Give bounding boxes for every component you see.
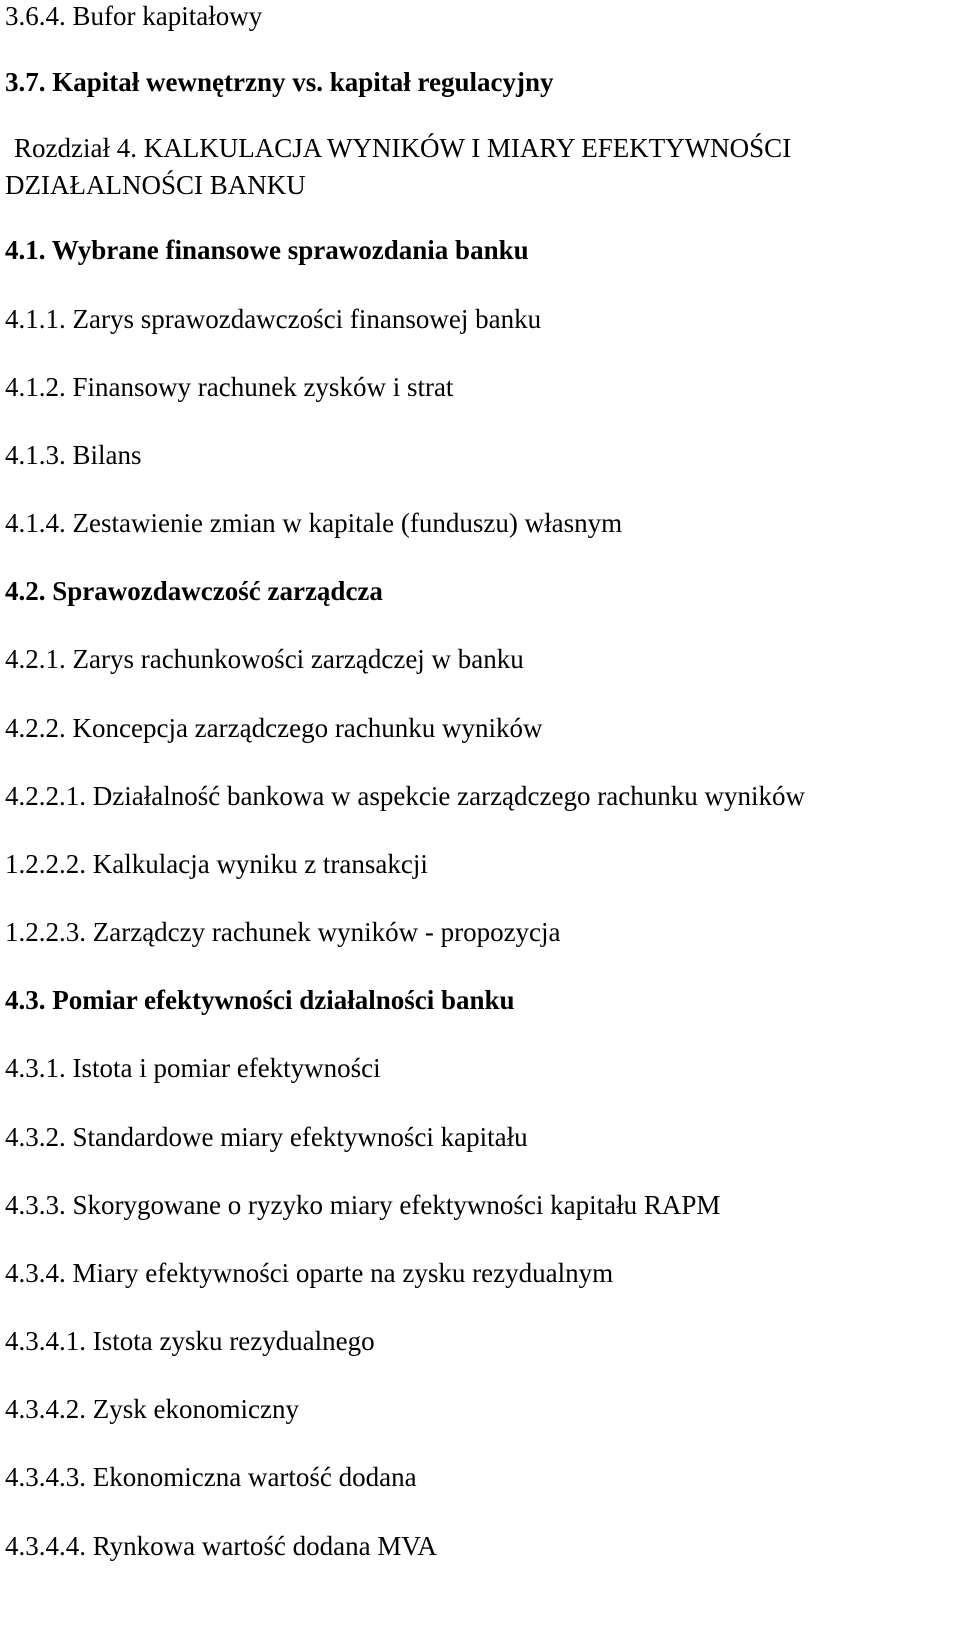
toc-entry-4-3-4: 4.3.4. Miary efektywności oparte na zysku rezydualnym — [5, 1258, 614, 1288]
toc-entry-4-3-4-4: 4.3.4.4. Rynkowa wartość dodana MVA — [5, 1531, 437, 1561]
toc-entry-4-1-4: 4.1.4. Zestawienie zmian w kapitale (funduszu) własnym — [5, 508, 623, 538]
toc-entry-4-3-3: 4.3.3. Skorygowane o ryzyko miary efektywności kapitału RAPM — [5, 1190, 721, 1220]
toc-chapter-4-title: Rozdział 4. KALKULACJA WYNIKÓW I MIARY EFEKTYWNOŚCI — [14, 133, 792, 163]
toc-entry-4-2: 4.2. Sprawozdawczość zarządcza — [5, 576, 383, 606]
toc-entry-1-2-2-3: 1.2.2.3. Zarządczy rachunek wyników - propozycja — [5, 917, 561, 947]
toc-entry-4-3: 4.3. Pomiar efektywności działalności banku — [5, 985, 515, 1015]
toc-entry-4-2-1: 4.2.1. Zarys rachunkowości zarządczej w banku — [5, 644, 524, 674]
toc-entry-4-1-3: 4.1.3. Bilans — [5, 440, 142, 470]
toc-entry-4-1-1: 4.1.1. Zarys sprawozdawczości finansowej banku — [5, 304, 542, 334]
toc-entry-4-1: 4.1. Wybrane finansowe sprawozdania banku — [5, 235, 529, 265]
toc-entry-1-2-2-2: 1.2.2.2. Kalkulacja wyniku z transakcji — [5, 849, 428, 879]
toc-chapter-4-title-cont: DZIAŁALNOŚCI BANKU — [5, 170, 306, 200]
toc-entry-4-3-4-3: 4.3.4.3. Ekonomiczna wartość dodana — [5, 1462, 417, 1492]
toc-entry-4-3-4-1: 4.3.4.1. Istota zysku rezydualnego — [5, 1326, 375, 1356]
toc-entry-4-2-2-1: 4.2.2.1. Działalność bankowa w aspekcie zarządczego rachunku wyników — [5, 781, 805, 811]
toc-entry-4-3-2: 4.3.2. Standardowe miary efektywności kapitału — [5, 1122, 528, 1152]
toc-entry-4-3-4-2: 4.3.4.2. Zysk ekonomiczny — [5, 1394, 299, 1424]
toc-entry-4-1-2: 4.1.2. Finansowy rachunek zysków i strat — [5, 372, 454, 402]
toc-entry-4-2-2: 4.2.2. Koncepcja zarządczego rachunku wyników — [5, 713, 543, 743]
toc-entry-3-6-4: 3.6.4. Bufor kapitałowy — [5, 1, 263, 31]
toc-entry-4-3-1: 4.3.1. Istota i pomiar efektywności — [5, 1053, 381, 1083]
toc-entry-3-7: 3.7. Kapitał wewnętrzny vs. kapitał regulacyjny — [5, 67, 554, 97]
